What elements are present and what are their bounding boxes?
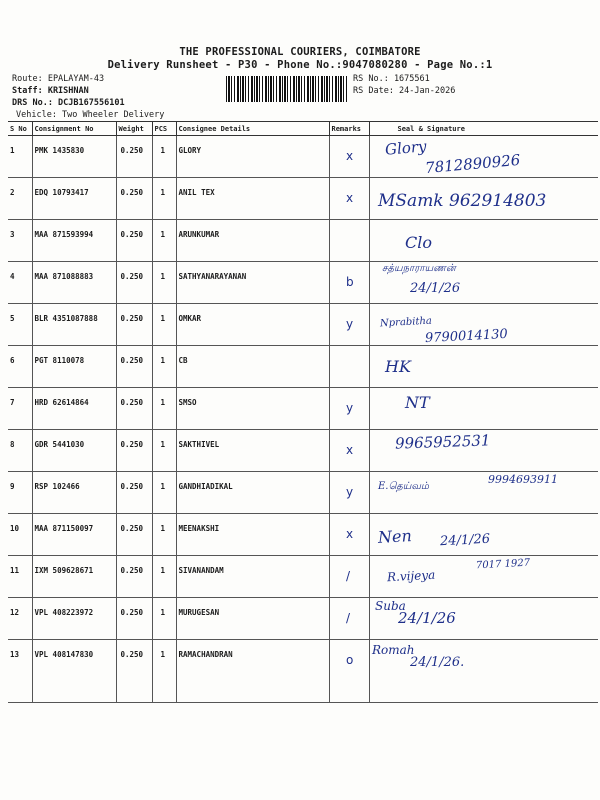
table-row	[8, 640, 598, 703]
signature-ink: சத்யநாராயணன்	[382, 263, 456, 274]
pcs-cell: 1	[152, 136, 176, 178]
consignee-cell: CB	[176, 346, 329, 388]
consignment-cell: MAA 871088883	[32, 262, 116, 304]
col-sno: S No	[8, 122, 32, 136]
pcs-cell: 1	[152, 178, 176, 220]
consignee-cell: SIVANANDAM	[176, 556, 329, 598]
table-row	[8, 388, 598, 430]
consignment-cell: BLR 4351087888	[32, 304, 116, 346]
weight-cell: 0.250	[116, 430, 152, 472]
consignee-cell: RAMACHANDRAN	[176, 640, 329, 703]
consignment-cell: MAA 871150097	[32, 514, 116, 556]
consignment-cell: RSP 102466	[32, 472, 116, 514]
signature-ink: E.தெய்வம்	[378, 481, 429, 492]
table-header-row	[8, 122, 598, 136]
pcs-cell: 1	[152, 514, 176, 556]
consignment-cell: VPL 408223972	[32, 598, 116, 640]
handwritten-note: 24/1/26	[439, 531, 491, 550]
remark-mark: b	[346, 275, 354, 289]
sno-cell: 8	[8, 430, 32, 472]
remark-mark: /	[346, 611, 351, 625]
signature-ink: NT	[405, 393, 430, 412]
sno-cell: 5	[8, 304, 32, 346]
signature-ink: Romah	[372, 643, 415, 657]
handwritten-note: 9790014130	[424, 326, 509, 347]
pcs-cell: 1	[152, 598, 176, 640]
sno-cell: 3	[8, 220, 32, 262]
consignee-cell: SATHYANARAYANAN	[176, 262, 329, 304]
handwritten-note: 24/1/26	[410, 281, 461, 296]
signature-ink: Glory	[384, 137, 428, 159]
weight-cell: 0.250	[116, 262, 152, 304]
pcs-cell: 1	[152, 220, 176, 262]
consignee-cell: ANIL TEX	[176, 178, 329, 220]
staff-label: Staff: KRISHNAN	[12, 86, 89, 96]
handwritten-note: 9994693911	[488, 473, 558, 486]
weight-cell: 0.250	[116, 136, 152, 178]
sno-cell: 2	[8, 178, 32, 220]
weight-cell: 0.250	[116, 304, 152, 346]
table-row	[8, 220, 598, 262]
signature-ink: MSamk 962914803	[378, 191, 547, 211]
signature-ink: R.vijeya	[386, 567, 436, 585]
handwritten-note: 24/1/26	[398, 609, 456, 627]
company-title: THE PROFESSIONAL COURIERS, COIMBATORE	[179, 46, 421, 58]
sno-cell: 11	[8, 556, 32, 598]
remarks-cell	[329, 220, 369, 262]
remark-mark: x	[346, 191, 354, 205]
col-seal-signature: Seal & Signature	[369, 122, 598, 136]
table-row	[8, 514, 598, 556]
remark-mark: x	[346, 527, 354, 541]
col-weight: Weight	[116, 122, 152, 136]
remarks-cell	[329, 346, 369, 388]
remark-mark: y	[346, 317, 354, 331]
sno-cell: 1	[8, 136, 32, 178]
remark-mark: y	[346, 401, 354, 415]
signature-ink: Clo	[405, 233, 432, 252]
weight-cell: 0.250	[116, 220, 152, 262]
signature-ink: Suba	[375, 599, 406, 613]
signature-ink: HK	[385, 357, 411, 376]
remark-mark: o	[346, 653, 354, 667]
consignment-cell: VPL 408147830	[32, 640, 116, 703]
consignment-cell: EDQ 10793417	[32, 178, 116, 220]
pcs-cell: 1	[152, 346, 176, 388]
sno-cell: 13	[8, 640, 32, 703]
signature-cell	[369, 220, 598, 262]
rs-date: RS Date: 24-Jan-2026	[353, 86, 456, 96]
consignee-cell: MURUGESAN	[176, 598, 329, 640]
consignment-cell: IXM 509628671	[32, 556, 116, 598]
weight-cell: 0.250	[116, 598, 152, 640]
barcode-image	[226, 76, 348, 102]
table-row	[8, 598, 598, 640]
pcs-cell: 1	[152, 262, 176, 304]
weight-cell: 0.250	[116, 178, 152, 220]
rs-number: RS No.: 1675561	[353, 74, 430, 84]
remark-mark: /	[346, 569, 351, 583]
remark-mark: x	[346, 443, 354, 457]
consignee-cell: OMKAR	[176, 304, 329, 346]
table-row	[8, 430, 598, 472]
signature-cell	[369, 388, 598, 430]
consignee-cell: SMSO	[176, 388, 329, 430]
weight-cell: 0.250	[116, 640, 152, 703]
handwritten-note: 7812890926	[424, 150, 522, 178]
sno-cell: 10	[8, 514, 32, 556]
col-consignee: Consignee Details	[176, 122, 329, 136]
col-consignment: Consignment No	[32, 122, 116, 136]
remark-mark: y	[346, 485, 354, 499]
consignment-cell: PMK 1435830	[32, 136, 116, 178]
table-body	[8, 136, 598, 703]
table-row	[8, 304, 598, 346]
handwritten-note: 24/1/26.	[410, 655, 465, 670]
consignment-cell: PGT 8110078	[32, 346, 116, 388]
col-pcs: PCS	[152, 122, 176, 136]
pcs-cell: 1	[152, 472, 176, 514]
weight-cell: 0.250	[116, 514, 152, 556]
vehicle-label: Vehicle: Two Wheeler Delivery	[16, 110, 165, 120]
sno-cell: 6	[8, 346, 32, 388]
weight-cell: 0.250	[116, 388, 152, 430]
col-remarks: Remarks	[329, 122, 369, 136]
sno-cell: 4	[8, 262, 32, 304]
table-row	[8, 262, 598, 304]
consignment-cell: MAA 871593994	[32, 220, 116, 262]
runsheet-subtitle: Delivery Runsheet - P30 - Phone No.:9047080280 - Page No.:1	[107, 59, 493, 71]
consignee-cell: GLORY	[176, 136, 329, 178]
pcs-cell: 1	[152, 388, 176, 430]
signature-ink: 9965952531	[394, 431, 491, 453]
consignment-cell: GDR 5441030	[32, 430, 116, 472]
consignee-cell: MEENAKSHI	[176, 514, 329, 556]
consignee-cell: ARUNKUMAR	[176, 220, 329, 262]
sno-cell: 9	[8, 472, 32, 514]
signature-ink: Nen	[377, 526, 413, 547]
pcs-cell: 1	[152, 640, 176, 703]
remark-mark: x	[346, 149, 354, 163]
sno-cell: 7	[8, 388, 32, 430]
pcs-cell: 1	[152, 556, 176, 598]
pcs-cell: 1	[152, 430, 176, 472]
weight-cell: 0.250	[116, 346, 152, 388]
table-row	[8, 346, 598, 388]
weight-cell: 0.250	[116, 472, 152, 514]
consignee-cell: SAKTHIVEL	[176, 430, 329, 472]
consignment-cell: HRD 62614864	[32, 388, 116, 430]
route-label: Route: EPALAYAM-43	[12, 74, 105, 84]
drs-number: DRS No.: DCJB167556101	[12, 98, 125, 108]
weight-cell: 0.250	[116, 556, 152, 598]
handwritten-note: 7017 1927	[475, 557, 531, 572]
remarks-cell	[329, 640, 369, 703]
sno-cell: 12	[8, 598, 32, 640]
signature-ink: Nprabitha	[379, 315, 433, 330]
consignee-cell: GANDHIADIKAL	[176, 472, 329, 514]
pcs-cell: 1	[152, 304, 176, 346]
